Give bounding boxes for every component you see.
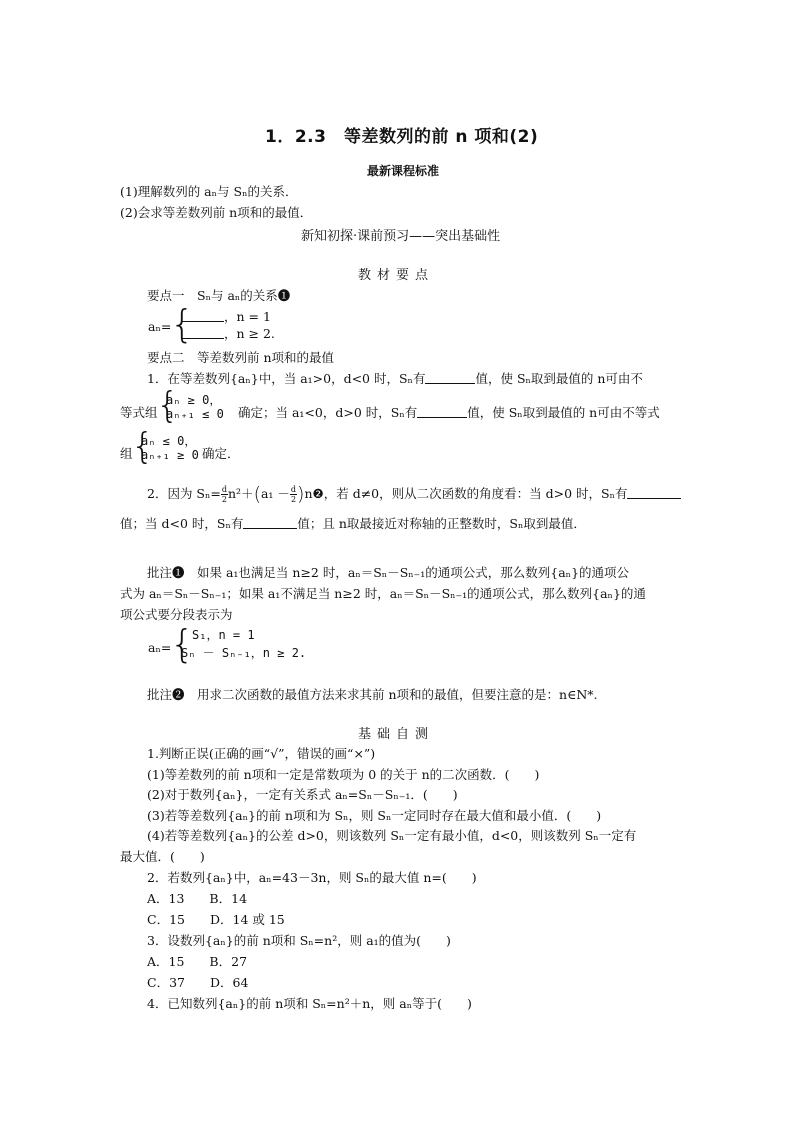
point1-case1: ，n = 1 [182, 307, 271, 325]
note1-an: aₙ= [148, 640, 172, 655]
q3-options-cd: C．37 D．64 [147, 975, 249, 990]
point2-p1-line1: 1．在等差数列{aₙ}中，当 a₁>0，d<0 时，Sₙ有 值，使 Sₙ取到最值的 n可由不 [147, 371, 643, 386]
note2: 批注❷ 用求二次函数的最值方法来求其前 n项和的最值，但要注意的是：n∈N*. [147, 687, 598, 702]
q1-item-2: (2)对于数列{aₙ}，一定有关系式 aₙ=Sₙ－Sₙ₋₁．( ) [147, 787, 458, 802]
point2-p1-line3-prefix: 组 [120, 446, 133, 461]
q2-stem: 2．若数列{aₙ}中，aₙ=43－3n，则 Sₙ的最大值 n=( ) [147, 870, 477, 885]
section-heading-self-test: 基础自测 [358, 727, 435, 742]
point2-blank-4[interactable] [243, 517, 297, 529]
point1-case2: ，n ≥ 2. [182, 324, 275, 342]
q4-stem: 4．已知数列{aₙ}的前 n项和 Sₙ=n²＋n，则 aₙ等于( ) [147, 996, 472, 1011]
fraction-d-over-2: $\frac{d}{2}$ [221, 485, 227, 504]
point2-blank-3[interactable] [627, 487, 681, 499]
point1-blank-1[interactable] [182, 310, 224, 322]
fraction-d-over-2-second: $\frac{d}{2}$ [290, 485, 297, 504]
q2-options-ab: A．13 B．14 [147, 891, 248, 906]
point1-an: aₙ= [148, 319, 172, 334]
point2-p2-line1: 2．因为 Sₙ= $\frac{d}{2}$ n²＋(a₁ － $\frac{d}{2}$ )n❷，若 d≠0，则从二次函数的角度看：当 d>0 时，Sₙ有 [147, 483, 681, 505]
q1-item-1: (1)等差数列的前 n项和一定是常数项为 0 的关于 n的二次函数．( ) [147, 767, 540, 782]
q1-stem: 1.判断正误(正确的画“√”，错误的画“×”) [147, 746, 376, 761]
note1-line3: 项公式要分段表示为 [120, 607, 233, 622]
point1-label: 要点一 Sₙ与 aₙ的关系❶ [147, 288, 291, 303]
q1-item-4-cont: 最大值．( ) [120, 849, 205, 864]
note1-case2: Sₙ － Sₙ₋₁，n ≥ 2. [181, 646, 307, 660]
q2-options-cd: C．15 D．14 或 15 [147, 912, 285, 927]
section-banner: 新知初探·课前预习——突出基础性 [301, 229, 501, 244]
page-title: 1．2.3 等差数列的前 n 项和(2) [265, 127, 539, 147]
point2-p1-line2-prefix: 等式组 [120, 405, 158, 420]
standards-item-1: (1)理解数列的 aₙ与 Sₙ的关系． [120, 184, 298, 199]
standards-heading: 最新课程标准 [367, 164, 440, 178]
note1-brace: { [170, 622, 195, 666]
q3-options-ab: A．15 B．27 [147, 954, 248, 969]
standards-item-2: (2)会求等差数列前 n项和的最值． [120, 205, 313, 220]
q1-item-4: (4)若等差数列{aₙ}的公差 d>0，则该数列 Sₙ一定有最小值，d<0，则该数列 Sₙ一定有 [147, 828, 637, 843]
point2-blank-1[interactable] [425, 372, 475, 384]
system2-row-a: aₙ ≤ 0， [141, 434, 197, 448]
point2-p2-line2: 值；当 d<0 时，Sₙ有 值；且 n取最接近对称轴的正整数时，Sₙ取到最值． [120, 516, 586, 531]
system1-row-b: aₙ₊₁ ≤ 0 [166, 407, 224, 421]
point2-blank-2[interactable] [417, 406, 467, 418]
system2-brace: { [131, 426, 154, 467]
note1-line2: 式为 aₙ＝Sₙ－Sₙ₋₁；如果 a₁不满足当 n≥2 时，aₙ＝Sₙ－Sₙ₋₁的通项公式，那么数列{aₙ}的通 [120, 586, 646, 601]
point2-p1-line2: 确定；当 a₁<0，d>0 时，Sₙ有 值，使 Sₙ取到最值的 n可由不等式 [238, 405, 660, 420]
system2-row-b: aₙ₊₁ ≥ 0 [141, 448, 199, 462]
point1-blank-2[interactable] [182, 327, 224, 339]
system1-row-a: aₙ ≥ 0， [166, 393, 222, 407]
point2-label: 要点二 等差数列前 n项和的最值 [147, 350, 335, 365]
q1-item-3: (3)若等差数列{aₙ}的前 n项和为 Sₙ，则 Sₙ一定同时存在最大值和最小值．( ) [147, 808, 602, 823]
note1-line1: 批注❶ 如果 a₁也满足当 n≥2 时，aₙ＝Sₙ－Sₙ₋₁的通项公式，那么数列{aₙ}的通项公 [147, 565, 630, 580]
system1-brace: { [156, 385, 179, 426]
section-heading-textbook-points: 教材要点 [358, 268, 435, 283]
q3-stem: 3．设数列{aₙ}的前 n项和 Sₙ=n²，则 a₁的值为( ) [147, 933, 451, 948]
note1-case1: S₁，n = 1 [192, 628, 255, 642]
point1-brace: { [170, 302, 195, 346]
point2-p1-line3-end: 确定． [202, 446, 240, 461]
